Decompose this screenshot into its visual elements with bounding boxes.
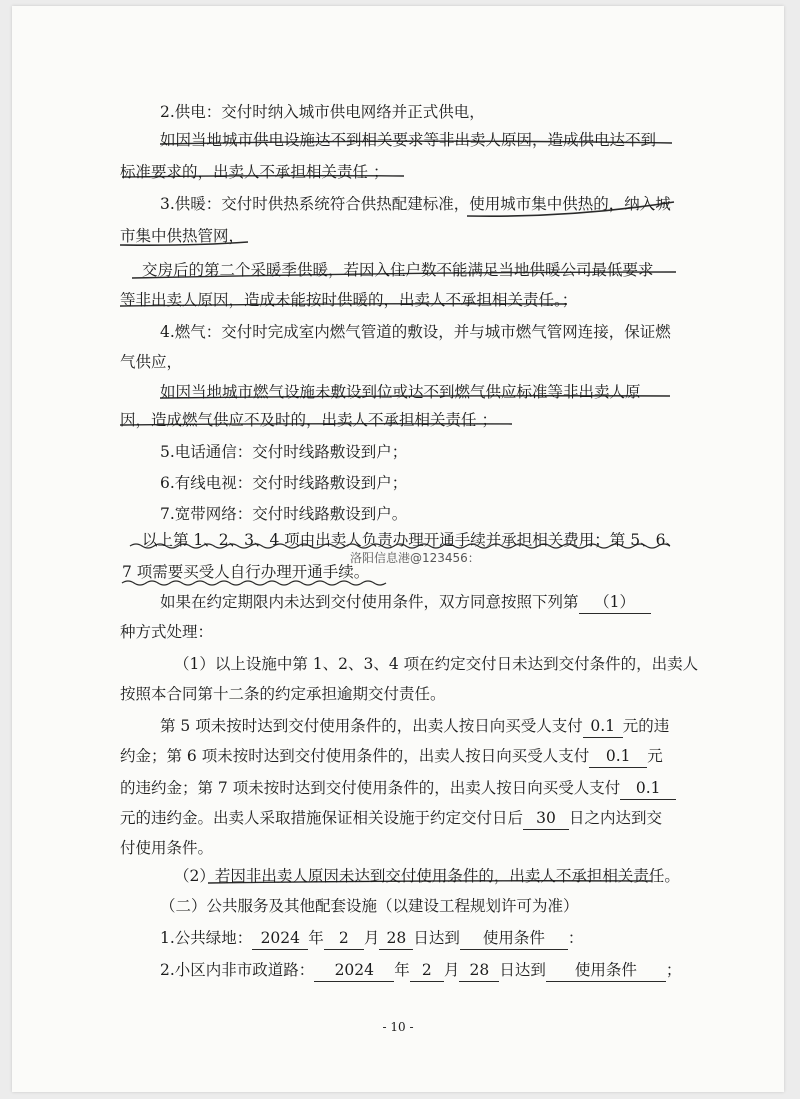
text-phone: 5.电话通信：交付时线路敷设到户； bbox=[160, 443, 408, 461]
text-clause-1: （1）以上设施中第 1、2、3、4 项在约定交付日未达到交付条件的，出卖人 bbox=[174, 655, 699, 673]
semicolon: ； bbox=[561, 291, 578, 309]
text-note-fees: 以上第 1、2、3、4 项由出卖人负责办理开通手续并承担相关费用；第 5、6、 bbox=[142, 531, 681, 549]
text-internal-road bbox=[160, 960, 681, 982]
text-item-6 bbox=[120, 746, 663, 768]
text-clause-2-num: （2） bbox=[174, 867, 215, 885]
section-public-facilities: （二）公共服务及其他配套设施（以建设工程规划许可为准） bbox=[160, 897, 579, 915]
blank-option: （1） bbox=[579, 592, 651, 614]
text-month-label: 月 bbox=[443, 961, 460, 979]
text-clause-2-body: 若因非出卖人原因未达到交付使用条件的，出卖人不承担相关责任 bbox=[214, 867, 665, 885]
blank-green-year: 2024 bbox=[252, 928, 308, 950]
text-handling: 种方式处理： bbox=[120, 623, 214, 641]
semicolon: ； bbox=[368, 163, 389, 181]
text-broadband: 7.宽带网络：交付时线路敷设到户。 bbox=[160, 505, 408, 523]
text-clause-2 bbox=[174, 866, 680, 886]
text-heating-net: 市集中供热管网， bbox=[120, 227, 245, 245]
text-year-label: 年 bbox=[394, 961, 410, 979]
text-heating bbox=[160, 194, 671, 214]
text-failure-option bbox=[160, 592, 651, 614]
text-internal-road-label: 2.小区内非市政道路： bbox=[160, 961, 315, 979]
text-item-7-a: 的违约金；第 7 项未按时达到交付使用条件的，出卖人按日向买受人支付 bbox=[120, 779, 621, 797]
text-reach-label: 日达到 bbox=[499, 961, 546, 979]
text-public-green-label: 1.公共绿地： bbox=[160, 929, 253, 947]
page-number: - 10 - bbox=[382, 1020, 414, 1034]
text-colon: ： bbox=[567, 929, 584, 947]
blank-green-month: 2 bbox=[324, 928, 364, 950]
text-gas-clause: 如因当地城市燃气设施未敷设到位或达不到燃气供应标准等非出卖人原 bbox=[160, 383, 641, 401]
text-item-6-a: 约金；第 6 项未按时达到交付使用条件的，出卖人按日向买受人支付 bbox=[120, 747, 590, 765]
contract-page bbox=[12, 6, 784, 1092]
text-clause-1-cont: 按照本合同第十二条的约定承担逾期交付责任。 bbox=[120, 685, 446, 703]
blank-road-condition: 使用条件 bbox=[546, 960, 666, 982]
text-gas-clause-end: 因，造成燃气供应不及时的，出卖人不承担相关责任 bbox=[120, 411, 477, 429]
text-cable-tv: 6.有线电视：交付时线路敷设到户； bbox=[160, 474, 408, 492]
text-heating-clause-cont bbox=[120, 290, 577, 310]
blank-road-day: 28 bbox=[459, 960, 499, 982]
text-item-7 bbox=[120, 778, 676, 800]
blank-road-year: 2024 bbox=[314, 960, 394, 982]
text-heating-b: 使用城市集中供热的，纳入城 bbox=[469, 195, 671, 213]
text-item-6-b: 元 bbox=[647, 747, 663, 765]
text-item-7-end: 付使用条件。 bbox=[120, 839, 214, 857]
blank-days: 30 bbox=[523, 808, 569, 830]
text-heating-clause: 交房后的第二个采暖季供暖，若因入住户数不能满足当地供暖公司最低要求 bbox=[142, 261, 654, 279]
text-clause-2-end: 。 bbox=[664, 867, 680, 885]
blank-road-month: 2 bbox=[410, 960, 444, 982]
text-heating-clause-end: 等非出卖人原因，造成未能按时供暖的，出卖人不承担相关责任。 bbox=[120, 291, 562, 309]
blank-rate7: 0.1 bbox=[620, 778, 676, 800]
text-note-fees-cont: 7 项需要买受人自行办理开通手续。 bbox=[122, 563, 370, 581]
text-item-7-d: 日之内达到交 bbox=[569, 809, 663, 827]
blank-rate5: 0.1 bbox=[583, 716, 623, 738]
watermark: 洛阳信息港@123456： bbox=[350, 551, 480, 565]
text-heating-a: 3.供暖：交付时供热系统符合供热配建标准， bbox=[160, 195, 470, 213]
text-item-7-c: 元的违约金。出卖人采取措施保证相关设施于约定交付日后 bbox=[120, 809, 524, 827]
text-reach-label: 日达到 bbox=[413, 929, 460, 947]
text-year-label: 年 bbox=[308, 929, 324, 947]
text-power: 2.供电：交付时纳入城市供电网络并正式供电， bbox=[160, 103, 485, 121]
text-item-7-cont bbox=[120, 808, 662, 830]
blank-green-condition: 使用条件 bbox=[460, 928, 568, 950]
text-power-clause-cont bbox=[120, 162, 388, 182]
text-power-clause: 如因当地城市供电设施达不到相关要求等非出卖人原因，造成供电达不到 bbox=[160, 131, 657, 149]
text-item-5 bbox=[160, 716, 669, 738]
text-public-green bbox=[160, 928, 583, 950]
text-semicolon: ； bbox=[665, 961, 682, 979]
text-failure-option-a: 如果在约定期限内未达到交付使用条件，双方同意按照下列第 bbox=[160, 593, 579, 611]
text-gas: 4.燃气：交付时完成室内燃气管道的敷设，并与城市燃气管网连接，保证燃 bbox=[160, 323, 671, 341]
blank-green-day: 28 bbox=[379, 928, 413, 950]
text-gas-clause-cont bbox=[120, 410, 497, 430]
text-month-label: 月 bbox=[363, 929, 380, 947]
blank-rate6: 0.1 bbox=[589, 746, 647, 768]
text-power-clause-end: 标准要求的，出卖人不承担相关责任 bbox=[120, 163, 369, 181]
text-gas-cont: 气供应， bbox=[120, 353, 183, 371]
text-item-5-a: 第 5 项未按时达到交付使用条件的，出卖人按日向买受人支付 bbox=[160, 717, 583, 735]
text-item-5-b: 元的违 bbox=[622, 717, 670, 735]
semicolon: ； bbox=[476, 411, 497, 429]
